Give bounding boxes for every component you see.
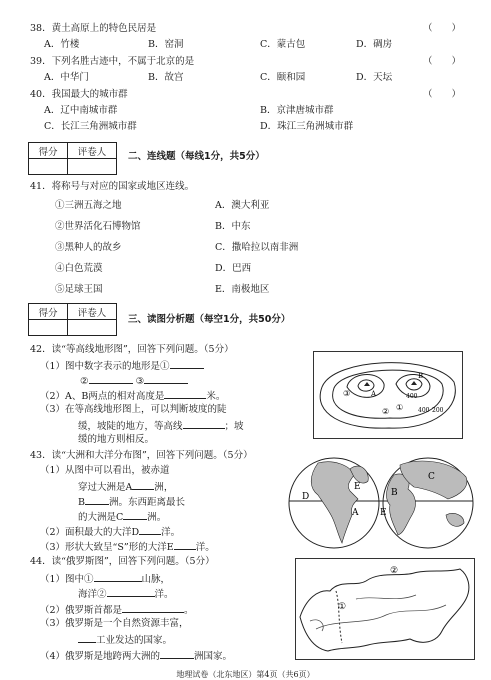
world-label-d: D	[302, 492, 310, 502]
q42-blank-3[interactable]	[144, 374, 188, 384]
contour-label-400b: 400	[418, 407, 430, 414]
q43-line-2: 穿过大洲是A 洲，	[78, 482, 174, 493]
russia-label-n1: ①	[338, 602, 347, 612]
contour-label-a: A	[371, 390, 377, 398]
q41-left-2: ②世界活化石博物馆	[55, 221, 141, 232]
world-label-e2: E	[380, 508, 387, 518]
q39-paren: （ ）	[422, 56, 461, 67]
q39-option-a: A．中华门	[44, 72, 89, 83]
contour-map	[313, 351, 463, 439]
q44-line-4: （3）俄罗斯是一个自然资源丰富，	[40, 618, 189, 629]
score-label: 得分	[29, 304, 68, 320]
q41-right-b: B．中东	[215, 221, 251, 232]
q43-stem: 43．读“大洲和大洋分布图”，回答下列问题。（5分）	[30, 450, 253, 461]
q39-stem: 39．下列名胜古迹中，不属于北京的是	[30, 56, 195, 67]
score-cell[interactable]	[29, 159, 68, 175]
section-2-title: 二、连线题（每线1分，共5分）	[128, 151, 265, 162]
world-label-e1: E	[354, 482, 361, 492]
q44-line-2: 海洋② 洋。	[78, 589, 174, 600]
contour-label-b: B	[418, 372, 424, 380]
q43-blank-5[interactable]	[174, 540, 196, 550]
q39-option-c: C．颐和园	[260, 72, 306, 83]
contour-label-n1: ①	[396, 403, 404, 412]
q40-paren: （ ）	[422, 89, 461, 100]
q40-option-c: C．长江三角洲城市群	[44, 121, 137, 132]
score-label: 得分	[29, 143, 68, 159]
q42-line-4: （3）在等高线地形图上，可以判断坡度的陡	[40, 404, 227, 415]
q43-line-5: （2）面积最大的大洋D 洋。	[40, 527, 181, 538]
q39-option-d: D．天坛	[356, 72, 393, 83]
q40-option-d: D．珠江三角洲城市群	[260, 121, 354, 132]
q44-line-5: 工业发达的国家。	[78, 633, 172, 647]
q43-line-1: （1）从图中可以看出，被赤道	[40, 465, 170, 476]
q44-blank-2[interactable]	[107, 587, 155, 597]
q40-stem: 40．我国最大的城市群	[30, 89, 128, 100]
grader-label: 评卷人	[68, 143, 117, 159]
q43-blank-3[interactable]	[123, 510, 147, 520]
score-cell[interactable]	[29, 320, 68, 336]
q42-stem: 42．读“等高线地形图”，回答下列问题。（5分）	[30, 344, 234, 355]
q38-option-a: A．竹楼	[44, 39, 80, 50]
q42-line-6: 缓的地方则相反。	[78, 434, 155, 445]
q43-line-4: 的大洲是C 洲。	[78, 512, 167, 523]
section-3-title: 三、读图分析题（每空1分，共50分）	[128, 314, 291, 325]
q38-stem: 38．黄土高原上的特色民居是	[30, 23, 157, 34]
score-table-2	[28, 303, 117, 336]
q43-line-3: B 洲。东西距离最长	[78, 497, 185, 508]
contour-label-n2: ②	[382, 407, 390, 416]
grader-label: 评卷人	[68, 304, 117, 320]
world-label-b: B	[391, 488, 398, 498]
contour-label-400a: 400	[406, 393, 418, 400]
q44-blank-1[interactable]	[94, 572, 142, 582]
q43-blank-1[interactable]	[132, 480, 154, 490]
q41-left-4: ④白色荒漠	[55, 263, 103, 274]
world-map-graphic	[288, 455, 478, 551]
q38-paren: （ ）	[422, 23, 461, 34]
contour-map-graphic	[314, 352, 462, 438]
q43-blank-4[interactable]	[139, 525, 161, 535]
world-map	[288, 455, 478, 551]
page-footer: 地理试卷（北东地区）第4页（共6页）	[176, 670, 315, 679]
score-table-1	[28, 142, 117, 175]
q44-blank-3[interactable]	[122, 603, 184, 613]
contour-label-n3: ③	[343, 389, 351, 398]
q44-line-6: （4）俄罗斯是地跨两大洲的 洲国家。	[40, 651, 233, 662]
q43-blank-2[interactable]	[85, 495, 109, 505]
q41-right-a: A．澳大利亚	[215, 200, 270, 211]
russia-map-graphic	[296, 559, 474, 659]
world-label-c: C	[428, 472, 435, 482]
q41-right-d: D．巴西	[215, 263, 252, 274]
q42-blank-1[interactable]	[170, 359, 204, 369]
q44-stem: 44．读“俄罗斯图”，回答下列问题。（5分）	[30, 556, 215, 567]
q41-left-5: ⑤足球王国	[55, 284, 103, 295]
q41-stem: 41．将称号与对应的国家或地区连线。	[30, 181, 195, 192]
russia-map	[295, 558, 475, 660]
q42-blank-2[interactable]	[89, 374, 133, 384]
q38-option-d: D．碉房	[356, 39, 393, 50]
q44-blank-4[interactable]	[78, 633, 96, 643]
grader-cell[interactable]	[68, 159, 117, 175]
contour-label-200: 200	[432, 407, 444, 414]
q42-line-5: 缓，坡陡的地方，等高线 ；坡	[78, 421, 244, 432]
q42-line-1: （1）图中数字表示的地形是①	[40, 359, 204, 373]
q43-line-6: （3）形状大致呈“S”形的大洋E 洋。	[40, 542, 215, 553]
q38-option-c: C．蒙古包	[260, 39, 306, 50]
q44-line-3: （2）俄罗斯首都是 。	[40, 605, 194, 616]
q44-line-1: （1）图中① 山脉，	[40, 574, 171, 585]
q44-blank-5[interactable]	[160, 649, 194, 659]
russia-label-n2: ②	[390, 566, 399, 576]
grader-cell[interactable]	[68, 320, 117, 336]
q42-line-2: ② ③	[80, 374, 188, 388]
q42-blank-4[interactable]	[164, 389, 206, 399]
q42-line-3: （2）A、B两点的相对高度是 米。	[40, 391, 226, 402]
q41-left-1: ①三洲五海之地	[55, 200, 122, 211]
q41-right-e: E．南极地区	[215, 284, 270, 295]
q40-option-a: A．辽中南城市群	[44, 105, 118, 116]
q42-blank-5[interactable]	[183, 419, 225, 429]
q41-left-3: ③黑种人的故乡	[55, 242, 122, 253]
q41-right-c: C．撒哈拉以南非洲	[215, 242, 299, 253]
q39-option-b: B．故宫	[148, 72, 184, 83]
world-label-a: A	[352, 508, 359, 518]
q40-option-b: B．京津唐城市群	[260, 105, 334, 116]
q38-option-b: B．窑洞	[148, 39, 184, 50]
